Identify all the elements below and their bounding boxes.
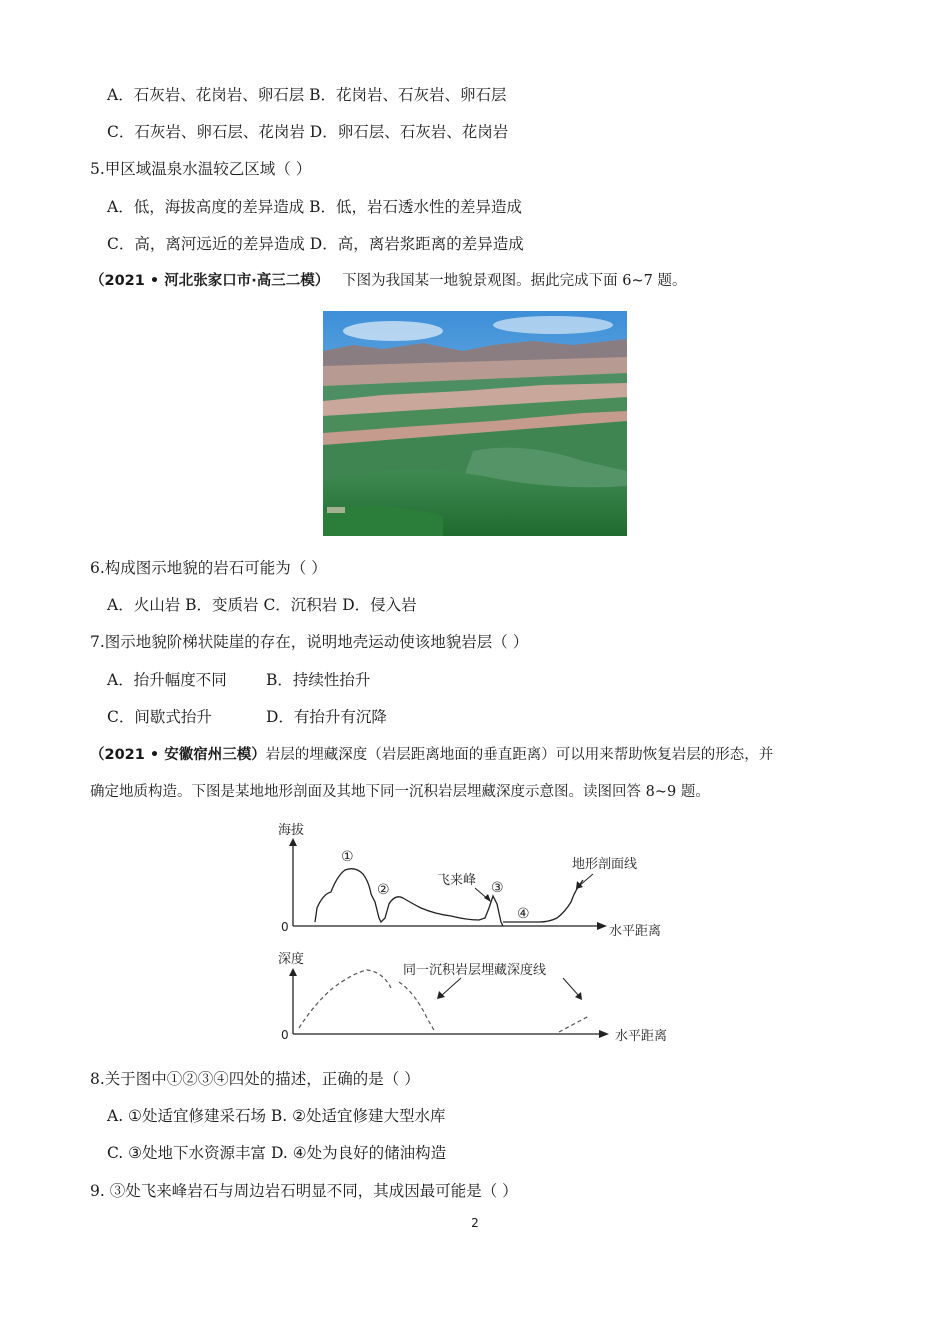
depth-line-left [299, 970, 391, 1028]
bottom-x-arrow [599, 1030, 609, 1038]
q7-option-b: B．持续性抬升 [266, 671, 371, 689]
q5-stem: 5.甲区域温泉水温较乙区域（ ） [90, 160, 312, 178]
page-number: 2 [471, 1216, 479, 1230]
top-x-arrow [597, 922, 607, 930]
landform-photo [323, 311, 627, 536]
source-label: （2021 • 安徽宿州三模） [90, 747, 266, 763]
q4-options-cd: C．石灰岩、卵石层、花岗岩 D．卵石层、石灰岩、花岗岩 [107, 123, 509, 141]
q5-options-cd: C．高，离河远近的差异造成 D．高，离岩浆距离的差异造成 [107, 235, 524, 253]
profile-depth-diagram [275, 818, 695, 1050]
intro-text: 岩层的埋藏深度（岩层距离地面的垂直距离）可以用来帮助恢复岩层的形态，并 [265, 747, 774, 763]
q8-stem: 8.关于图中①②③④四处的描述，正确的是（ ） [90, 1070, 420, 1088]
intro-6-7 [90, 270, 687, 291]
intro-8-9-line2: 确定地质构造。下图是某地地形剖面及其地下同一沉积岩层埋藏深度示意图。读图回答 8~9 题。 [90, 784, 710, 800]
profile-pointer [579, 874, 593, 886]
depth-line-label: 同一沉积岩层埋藏深度线 [403, 963, 547, 978]
top-y-label: 海拔 [278, 823, 305, 838]
top-x-label: 水平距离 [609, 924, 662, 939]
q6-stem: 6.构成图示地貌的岩石可能为（ ） [90, 559, 327, 577]
depth-line-right [559, 1016, 589, 1032]
q9-stem: 9. ③处飞来峰岩石与周边岩石明显不同，其成因最可能是（ ） [90, 1182, 518, 1200]
feilai-pointer-head [484, 894, 491, 902]
q6-options: A．火山岩 B．变质岩 C．沉积岩 D．侵入岩 [107, 596, 417, 614]
bottom-origin: 0 [281, 1028, 289, 1042]
depth-pointer-right [563, 978, 579, 996]
feilai-label: 飞来峰 [437, 873, 477, 888]
marker-2: ② [377, 882, 390, 898]
q5-options-ab: A．低，海拔高度的差异造成 B．低，岩石透水性的差异造成 [107, 198, 523, 216]
marker-1: ① [341, 849, 354, 865]
q7-stem: 7.图示地貌阶梯状陡崖的存在，说明地壳运动使该地貌岩层（ ） [90, 633, 529, 651]
bottom-y-arrow [289, 968, 297, 976]
bottom-y-label: 深度 [278, 952, 305, 967]
marker-4: ④ [517, 906, 530, 922]
depth-pointer-left-head [437, 991, 445, 999]
source-label: （2021 • 河北张家口市·高三二模） [90, 273, 330, 289]
intro-8-9-line1 [90, 744, 773, 765]
depth-line-middle [399, 982, 435, 1032]
profile-label: 地形剖面线 [572, 857, 638, 872]
q7-option-d: D．有抬升有沉降 [266, 708, 387, 726]
bottom-x-label: 水平距离 [615, 1029, 668, 1044]
q4-options-ab: A．石灰岩、花岗岩、卵石层 B．花岗岩、石灰岩、卵石层 [107, 86, 507, 104]
top-y-arrow [289, 838, 297, 846]
depth-pointer-left [441, 978, 461, 996]
q8-options-ab: A. ①处适宜修建采石场 B. ②处适宜修建大型水库 [107, 1107, 446, 1125]
q7-option-a: A．抬升幅度不同 [107, 671, 227, 689]
q8-options-cd: C. ③处地下水资源丰富 D. ④处为良好的储油构造 [107, 1144, 447, 1162]
top-origin: 0 [281, 920, 289, 934]
marker-3: ③ [491, 880, 504, 896]
q7-option-c: C．间歇式抬升 [107, 708, 212, 726]
intro-text: 下图为我国某一地貌景观图。据此完成下面 6~7 题。 [342, 273, 687, 289]
